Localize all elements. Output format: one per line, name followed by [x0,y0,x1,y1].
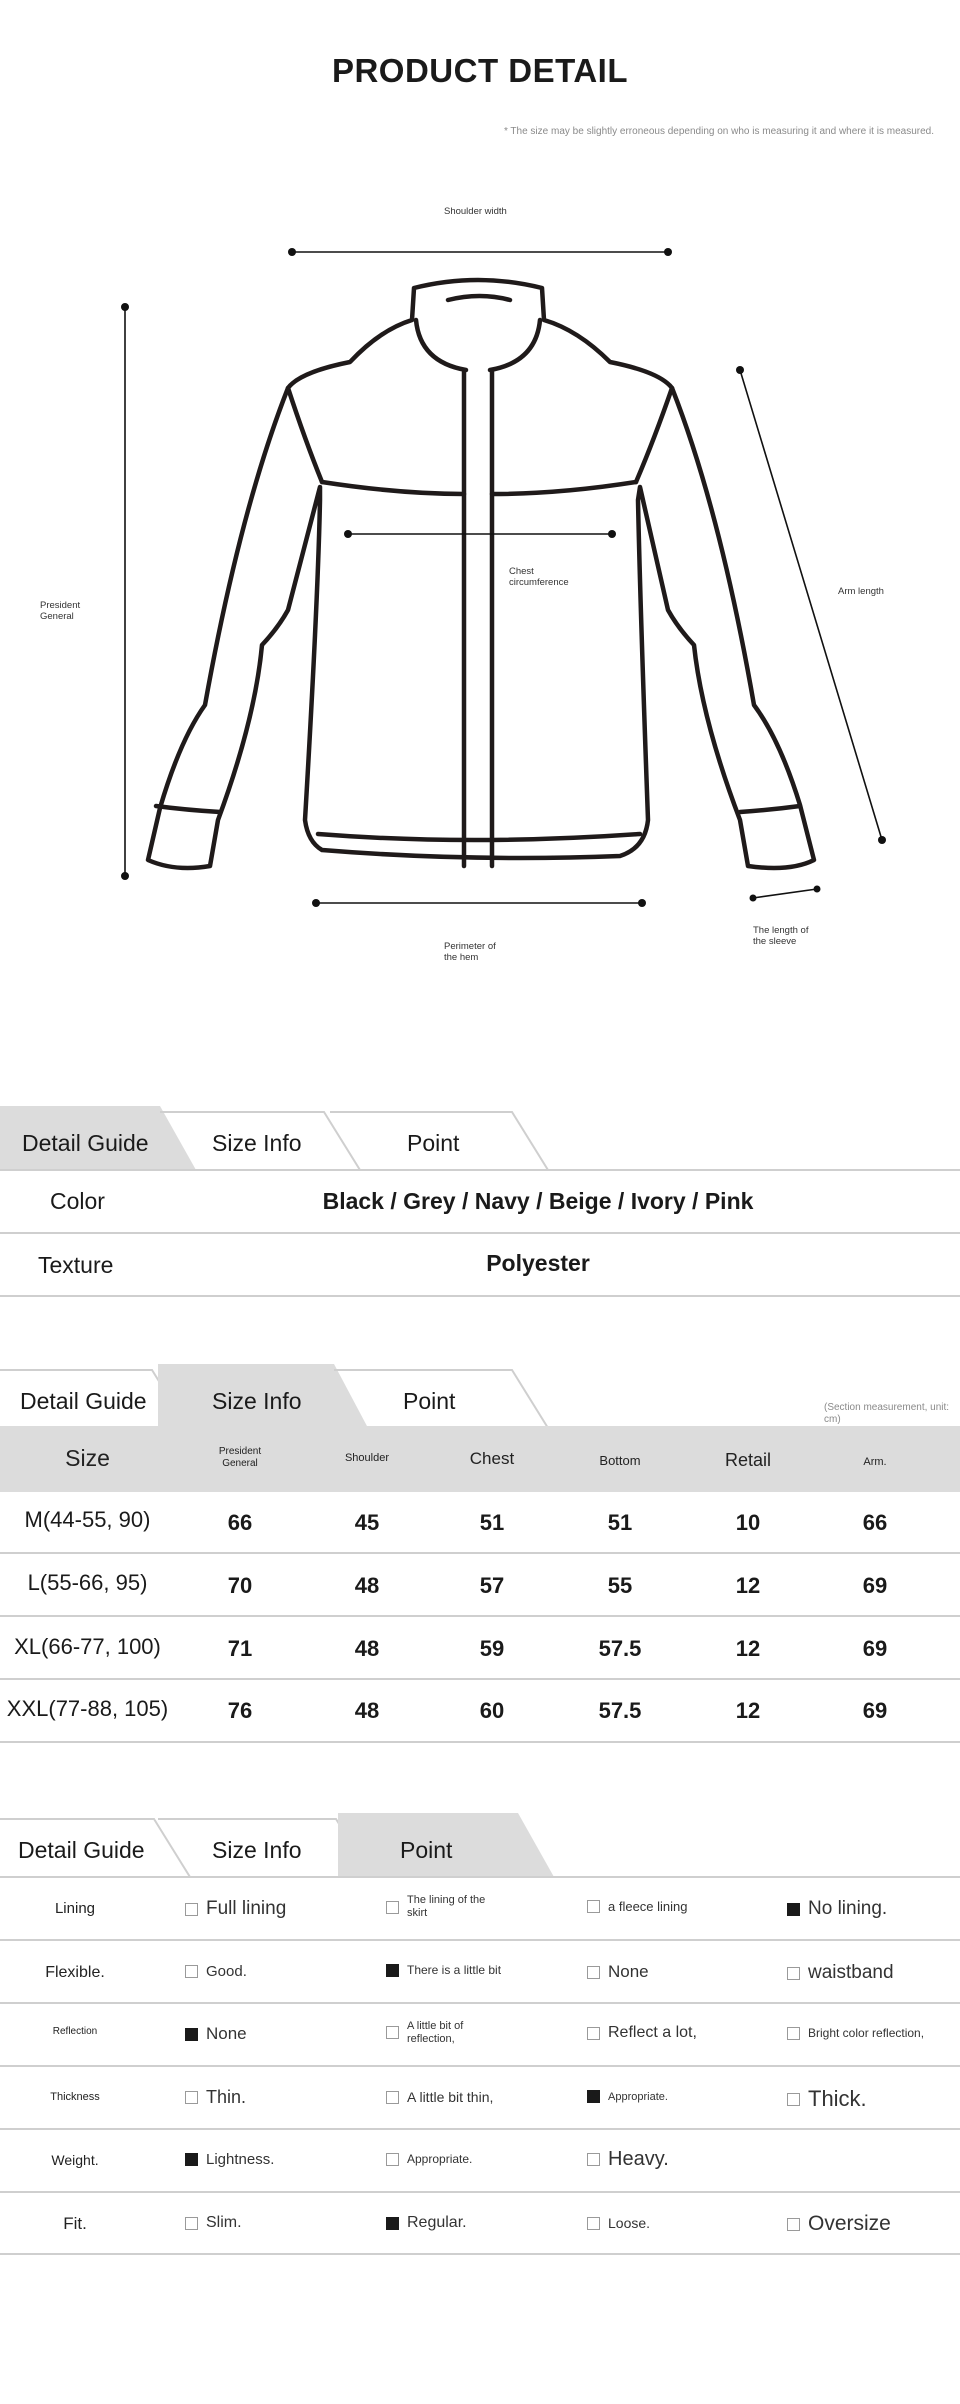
checkbox[interactable] [787,2027,800,2040]
option-little-thin[interactable]: A little bit thin, [386,2089,493,2105]
texture-label: Texture [38,1252,114,1278]
option-thin[interactable]: Thin. [185,2087,246,2108]
checkbox[interactable] [185,2217,198,2230]
checkbox-checked[interactable] [787,1903,800,1916]
checkbox[interactable] [787,1967,800,1980]
header-arm: Arm. [863,1456,887,1468]
checkbox[interactable] [185,1903,198,1916]
checkbox-checked[interactable] [185,2153,198,2166]
value-cell: 69 [862,1636,888,1661]
point-key-weight: Weight. [51,2152,99,2168]
value-cell: 66 [862,1510,888,1535]
checkbox[interactable] [587,2153,600,2166]
value-cell: 70 [227,1573,253,1598]
tab-detail-guide[interactable]: Detail Guide [20,1388,147,1414]
divider [0,1876,960,1878]
tabs-size-info [0,1364,960,1428]
tabs-detail-guide [0,1106,960,1170]
divider [0,2065,960,2067]
unit-note: (Section measurement, unit: cm) [824,1402,950,1425]
value-cell: 45 [354,1510,380,1535]
checkbox-checked[interactable] [386,2217,399,2230]
divider [0,1615,960,1617]
divider [0,2128,960,2130]
divider [0,2253,960,2255]
point-key-flexible: Flexible. [45,1964,105,1981]
label-chest: Chest circumference [509,566,569,589]
checkbox[interactable] [587,2217,600,2230]
header-size: Size [65,1445,110,1471]
option-little-reflection[interactable]: A little bit of reflection, [386,2020,463,2045]
divider [0,1678,960,1680]
value-cell: 51 [479,1510,505,1535]
label-hem: Perimeter of the hem [444,941,496,964]
checkbox[interactable] [386,2091,399,2104]
value-cell: 57.5 [598,1698,642,1723]
option-fleece-lining[interactable]: a fleece lining [587,1899,688,1914]
checkbox[interactable] [386,2026,399,2039]
checkbox[interactable] [787,2218,800,2231]
size-cell: M(44-55, 90) [24,1507,151,1532]
option-reflection-none[interactable]: None [185,2024,247,2044]
value-cell: 48 [354,1573,380,1598]
option-heavy[interactable]: Heavy. [587,2148,669,2171]
divider [0,1552,960,1554]
value-cell: 48 [354,1636,380,1661]
option-regular[interactable]: Regular. [386,2214,467,2232]
value-cell: 12 [735,1573,761,1598]
size-diagram [0,190,960,990]
divider [0,2002,960,2004]
color-value: Black / Grey / Navy / Beige / Ivory / Pink [322,1188,754,1214]
value-cell: 12 [735,1698,761,1723]
divider [0,1232,960,1234]
value-cell: 57 [479,1573,505,1598]
point-key-thickness: Thickness [50,2091,100,2103]
option-reflect-lot[interactable]: Reflect a lot, [587,2024,697,2042]
value-cell: 71 [227,1636,253,1661]
value-cell: 12 [735,1636,761,1661]
checkbox[interactable] [386,1901,399,1914]
header-shoulder: Shoulder [344,1452,390,1464]
point-key-fit: Fit. [63,2214,87,2233]
size-cell: XXL(77-88, 105) [6,1696,169,1721]
checkbox[interactable] [587,2027,600,2040]
tabs-point [0,1813,960,1877]
measurement-note: * The size may be slightly erroneous depending on who is measuring it and where it is measured. [503,126,934,137]
label-sleeve: The length of the sleeve [753,925,809,948]
page-title: PRODUCT DETAIL [331,52,629,89]
checkbox[interactable] [386,2153,399,2166]
label-president-general: President General [40,600,81,623]
value-cell: 69 [862,1698,888,1723]
header-president-general: President General [218,1446,262,1469]
option-thick[interactable]: Thick. [787,2086,867,2112]
tab-size-info[interactable]: Size Info [212,1130,302,1156]
tab-detail-guide[interactable]: Detail Guide [18,1837,145,1863]
value-cell: 10 [735,1510,761,1535]
divider [0,1169,960,1171]
size-cell: XL(66-77, 100) [14,1634,161,1659]
option-slim[interactable]: Slim. [185,2214,242,2232]
tab-point[interactable]: Point [403,1388,456,1414]
value-cell: 55 [607,1573,633,1598]
option-oversize[interactable]: Oversize [787,2212,891,2236]
option-little-bit[interactable]: There is a little bit [386,1963,501,1977]
value-cell: 69 [862,1573,888,1598]
option-appropriate[interactable]: Appropriate. [587,2090,668,2103]
option-skirt-lining[interactable]: The lining of the skirt [386,1894,485,1920]
label-shoulder-width: Shoulder width [444,206,507,217]
header-bottom: Bottom [599,1453,641,1468]
checkbox[interactable] [185,2091,198,2104]
option-weight-appropriate[interactable]: Appropriate. [386,2152,472,2166]
option-waistband[interactable]: waistband [787,1962,894,1984]
value-cell: 48 [354,1698,380,1723]
option-no-lining[interactable]: No lining. [787,1898,887,1920]
checkbox[interactable] [587,1966,600,1979]
texture-value: Polyester [486,1250,590,1276]
checkbox-checked[interactable] [587,2090,600,2103]
size-cell: L(55-66, 95) [27,1570,148,1595]
tab-point[interactable]: Point [400,1837,453,1863]
header-retail: Retail [724,1450,772,1470]
checkbox[interactable] [587,1900,600,1913]
checkbox-checked[interactable] [185,2028,198,2041]
header-chest: Chest [469,1449,515,1468]
jacket-drawing [0,190,960,990]
option-loose[interactable]: Loose. [587,2215,650,2231]
option-lightness[interactable]: Lightness. [185,2151,274,2168]
point-key-reflection: Reflection [52,2026,98,2037]
divider [0,2191,960,2193]
color-label: Color [50,1188,105,1214]
tab-detail-guide[interactable]: Detail Guide [22,1130,149,1156]
checkbox[interactable] [787,2093,800,2106]
value-cell: 60 [479,1698,505,1723]
checkbox-checked[interactable] [386,1964,399,1977]
value-cell: 57.5 [598,1636,642,1661]
tab-size-info[interactable]: Size Info [212,1837,302,1863]
option-none[interactable]: None [587,1962,649,1982]
tab-point[interactable]: Point [407,1130,460,1156]
value-cell: 76 [227,1698,253,1723]
point-key-lining: Lining [54,1900,96,1917]
option-good[interactable]: Good. [185,1963,247,1980]
option-bright-reflection[interactable]: Bright color reflection, [787,2026,924,2040]
value-cell: 51 [607,1510,633,1535]
value-cell: 59 [479,1636,505,1661]
tab-size-info[interactable]: Size Info [212,1388,302,1414]
divider [0,1741,960,1743]
option-full-lining[interactable]: Full lining [185,1898,286,1920]
checkbox[interactable] [185,1965,198,1978]
value-cell: 66 [227,1510,253,1535]
divider [0,1939,960,1941]
divider [0,1295,960,1297]
label-arm-length: Arm length [838,586,884,597]
